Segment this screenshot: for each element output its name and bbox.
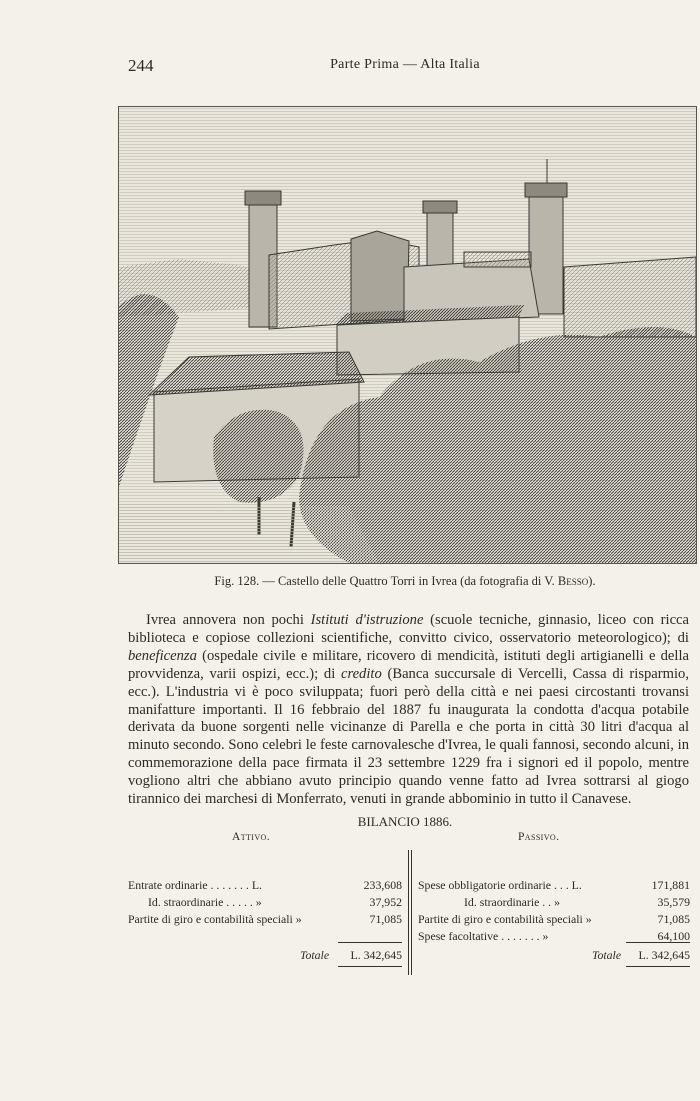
figure-caption: Fig. 128. — Castello delle Quattro Torri in Ivrea (da fotografia di V. Besso). [214,574,596,588]
budget-title: BILANCIO 1886. [357,814,453,829]
total-rule [626,942,690,943]
total-rule [338,966,402,967]
passive-heading: Passivo. [518,831,560,843]
caption-photographer: Besso [557,574,589,588]
active-heading: Attivo. [232,831,270,843]
page-number: 244 [128,56,154,75]
column-divider [408,850,412,975]
running-title: Parte Prima — Alta Italia [330,57,480,72]
castle-engraving [118,106,697,564]
total-rule [338,942,402,943]
total-rule [626,966,690,967]
body-paragraph: Ivrea annovera non pochi Istituti d'istruzione (scuole tecniche, ginnasio, liceo con ricca biblioteca e copiose collezioni scientifiche, convitto civico, osservatorio meteorologico); di beneficenza (ospedale civile e militare, ricovero di mendicità, istituti degli artigianelli e della provvidenza, varii ospizi, ecc.); di credito (Banca succursale di Vercelli, Cassa di risparmio, ecc.). L'industria vi è poco sviluppata; fuori però della città e nei paesi circostanti trovansi manifatture importanti. Il 16 febbraio del 1887 fu inaugurata la condotta d'acqua potabile derivata da buone sorgenti nelle vicinanze di Parella e che porta in città 30 litri d'acqua al minuto secondo. Sono celebri le feste carnovalesche d'Ivrea, le quali fannosi, secondo alcuni, in commemorazione della pace firmata il 23 settembre 1229 fra i signori ed il popolo, mentre vogliono altri che abbiano avuto principio quando venne fatto ad Ivrea sottrarsi al giogo tirannico dei marchesi di Monferrato, venuti in grande abbominio in tutto il Canavese. [128,612,689,808]
